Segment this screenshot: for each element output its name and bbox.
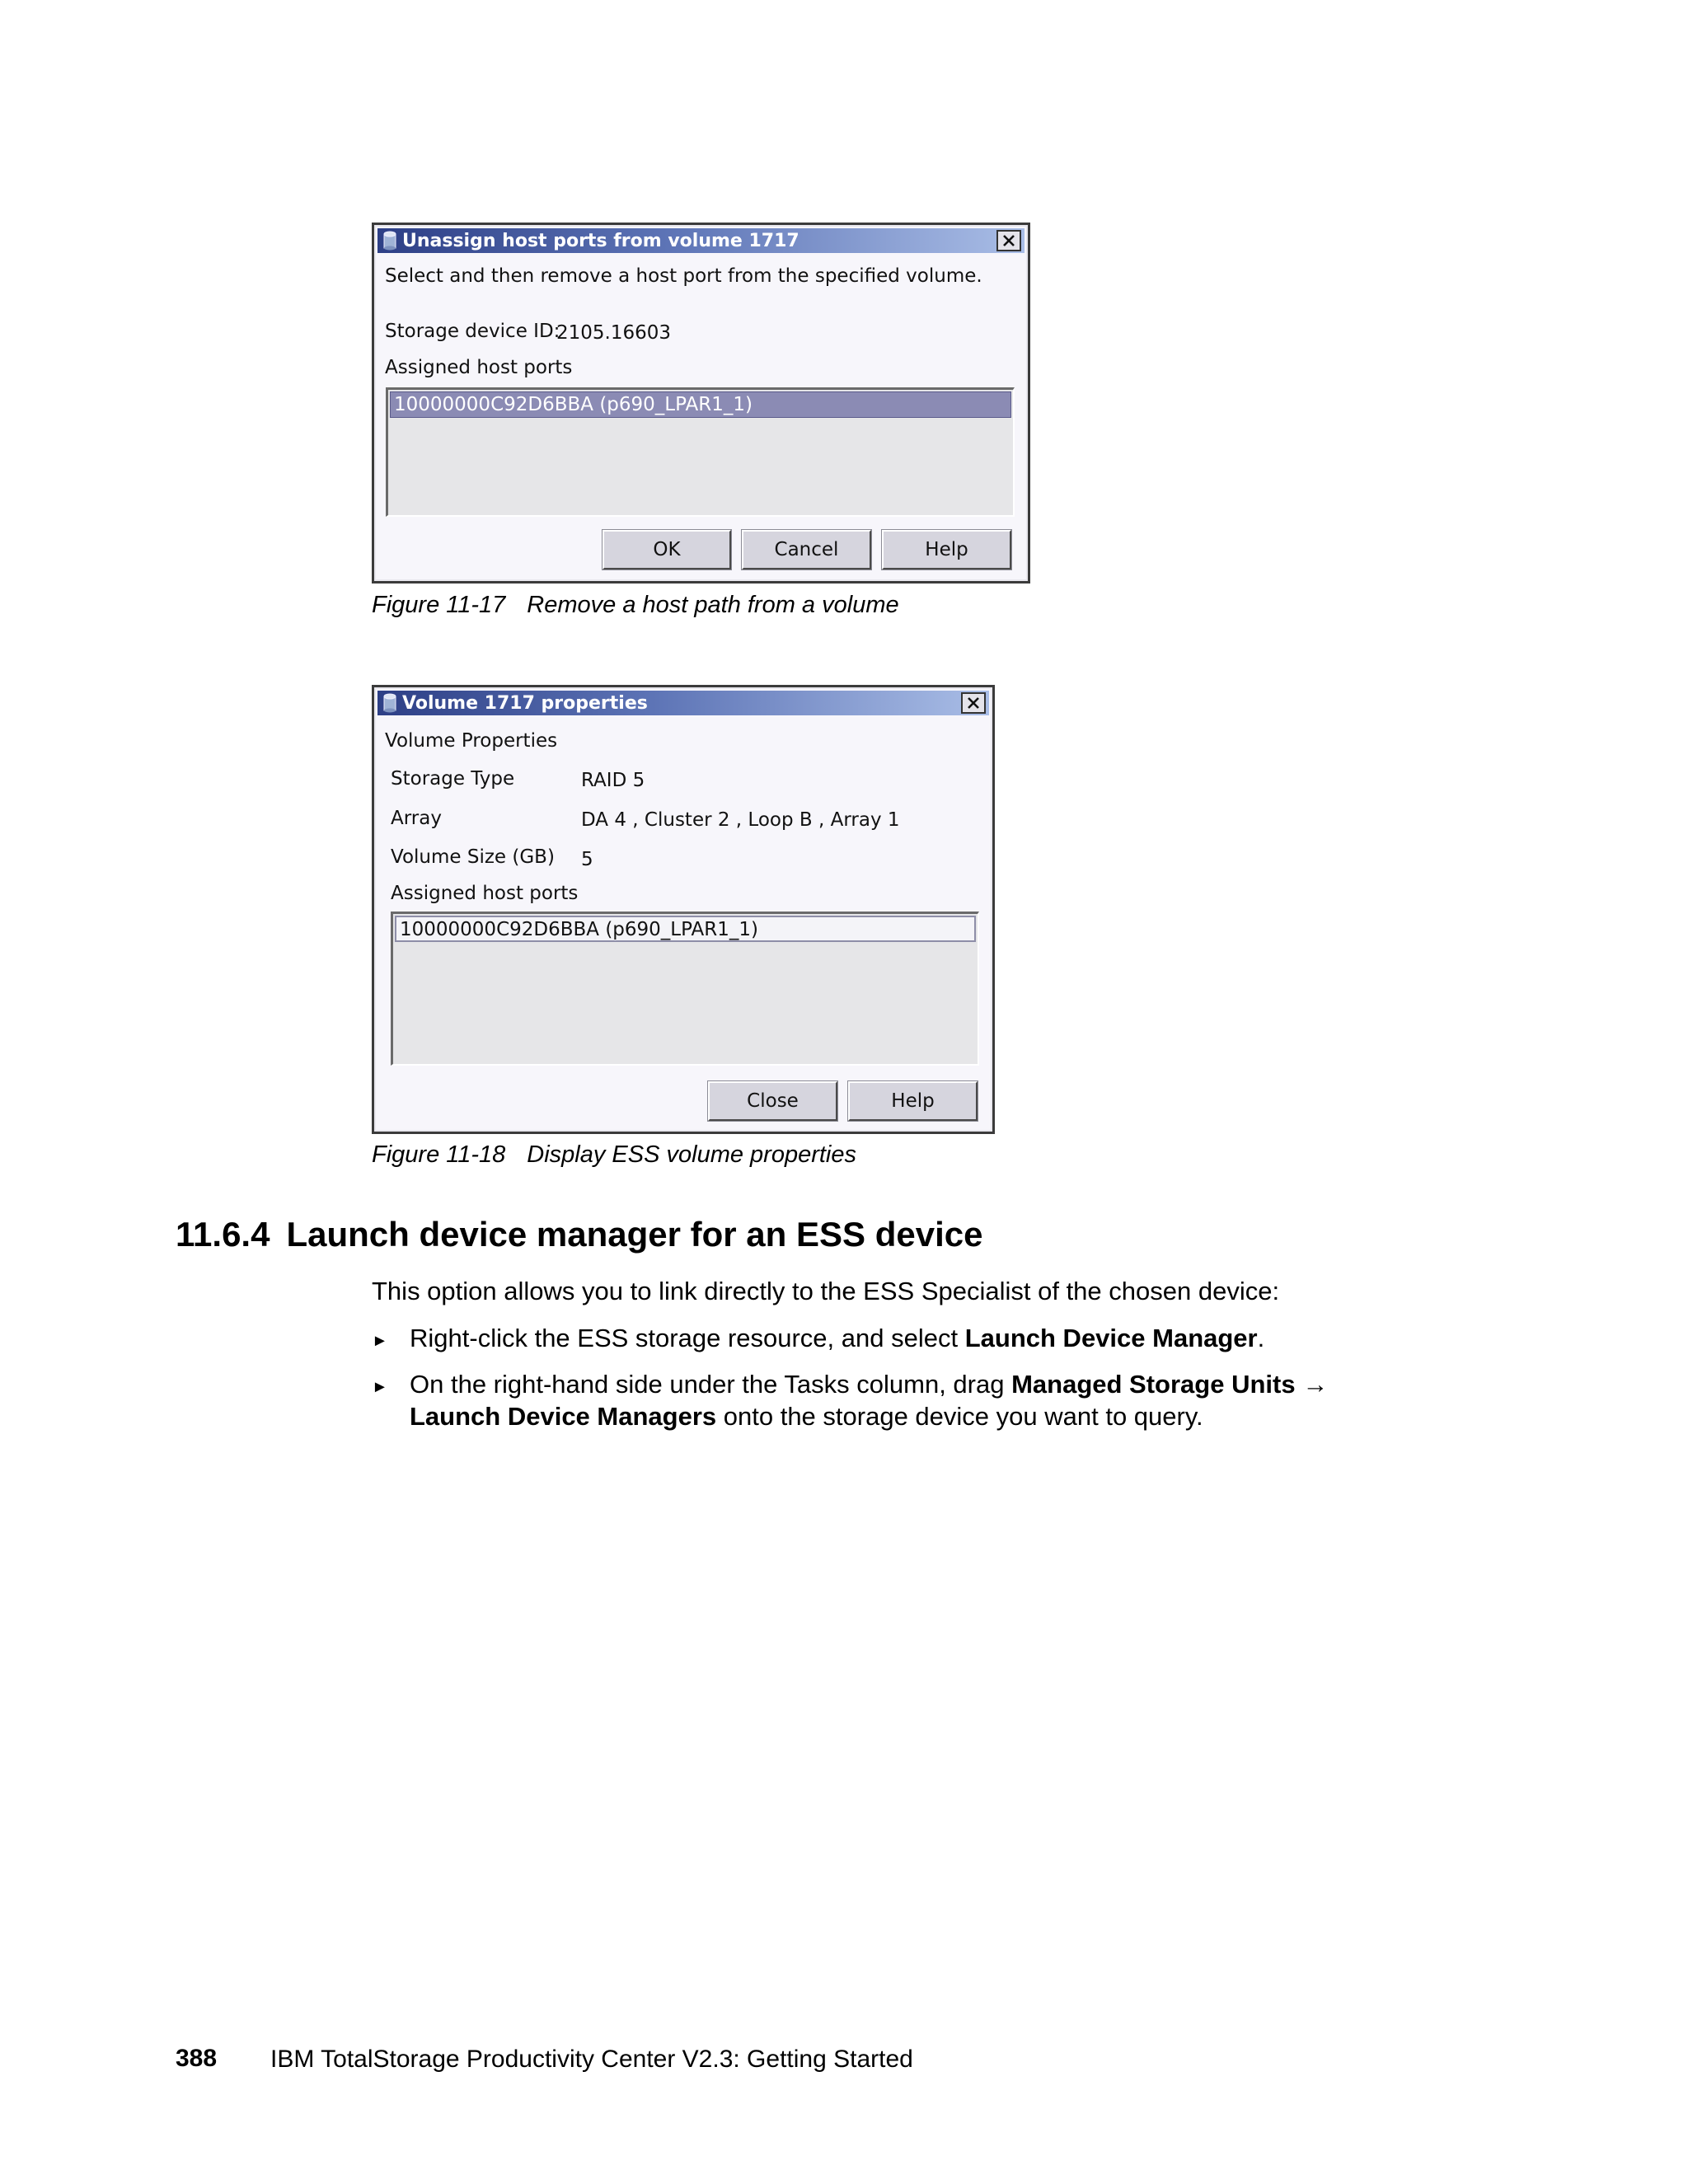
assigned-host-ports-list[interactable] bbox=[391, 912, 979, 1066]
book-title: IBM TotalStorage Productivity Center V2.3: Getting Started bbox=[270, 2046, 913, 2073]
volume-properties-dialog bbox=[372, 685, 995, 1134]
volume-size-label: Volume Size (GB) bbox=[391, 846, 555, 868]
close-button[interactable]: Close bbox=[708, 1081, 837, 1121]
page-number: 388 bbox=[176, 2045, 218, 2072]
storage-type-value: RAID 5 bbox=[581, 770, 645, 791]
bullet-bold-text: Launch Device Managers bbox=[410, 1402, 717, 1431]
figure-number: Figure 11-17 bbox=[372, 592, 506, 618]
storage-cylinder-icon bbox=[382, 693, 397, 713]
host-port-list-item[interactable]: 10000000C92D6BBA (p690_LPAR1_1) bbox=[390, 391, 1011, 418]
section-number: 11.6.4 bbox=[176, 1215, 270, 1254]
close-icon[interactable] bbox=[961, 692, 986, 714]
bullet-marker: ► bbox=[372, 1378, 388, 1396]
section-title: Launch device manager for an ESS device bbox=[286, 1215, 983, 1254]
figure-number: Figure 11-18 bbox=[372, 1141, 506, 1168]
assigned-host-ports-list[interactable] bbox=[386, 387, 1015, 517]
array-value: DA 4 , Cluster 2 , Loop B , Array 1 bbox=[581, 809, 900, 831]
figure-title: Display ESS volume properties bbox=[527, 1141, 857, 1168]
help-button[interactable]: Help bbox=[882, 530, 1011, 569]
figure-title: Remove a host path from a volume bbox=[527, 592, 899, 618]
bullet-bold-text: Managed Storage Units bbox=[1011, 1370, 1296, 1399]
array-label: Array bbox=[391, 808, 442, 829]
section-heading bbox=[176, 1215, 982, 1254]
bullet-item-continued bbox=[410, 1400, 1203, 1433]
bullet-item bbox=[410, 1368, 1328, 1401]
section-intro: This option allows you to link directly to the ESS Specialist of the chosen device: bbox=[372, 1277, 1280, 1305]
help-button[interactable]: Help bbox=[848, 1081, 978, 1121]
figure-caption bbox=[372, 1141, 856, 1169]
ok-button[interactable]: OK bbox=[603, 530, 731, 569]
dialog-title-bar[interactable] bbox=[377, 691, 989, 715]
storage-device-id-label: Storage device ID: bbox=[385, 321, 560, 342]
dialog-instruction: Select and then remove a host port from the specified volume. bbox=[385, 265, 982, 287]
bullet-text-end: onto the storage device you want to query. bbox=[716, 1402, 1203, 1431]
volume-properties-heading: Volume Properties bbox=[385, 730, 558, 752]
assigned-host-ports-label: Assigned host ports bbox=[391, 883, 579, 904]
dialog-title-bar[interactable] bbox=[377, 228, 1025, 253]
bullet-text: Right-click the ESS storage resource, and select bbox=[410, 1324, 965, 1352]
storage-device-id-value: 2105.16603 bbox=[556, 322, 672, 344]
bullet-item bbox=[410, 1322, 1264, 1355]
storage-cylinder-icon bbox=[382, 231, 397, 251]
storage-type-label: Storage Type bbox=[391, 768, 515, 790]
figure-caption bbox=[372, 592, 899, 619]
close-icon[interactable] bbox=[996, 230, 1021, 251]
assigned-host-ports-label: Assigned host ports bbox=[385, 357, 573, 378]
unassign-host-ports-dialog bbox=[372, 223, 1030, 583]
bullet-text-end: . bbox=[1257, 1324, 1265, 1352]
dialog-title: Unassign host ports from volume 1717 bbox=[402, 230, 799, 251]
bullet-bold-text: Launch Device Manager bbox=[964, 1324, 1258, 1352]
bullet-text: On the right-hand side under the Tasks column, drag bbox=[410, 1370, 1012, 1399]
host-port-list-item[interactable]: 10000000C92D6BBA (p690_LPAR1_1) bbox=[395, 916, 976, 942]
menu-arrow: → bbox=[1302, 1370, 1329, 1399]
volume-size-value: 5 bbox=[581, 849, 593, 870]
cancel-button[interactable]: Cancel bbox=[742, 530, 871, 569]
bullet-marker: ► bbox=[372, 1332, 388, 1350]
dialog-title: Volume 1717 properties bbox=[402, 692, 648, 714]
